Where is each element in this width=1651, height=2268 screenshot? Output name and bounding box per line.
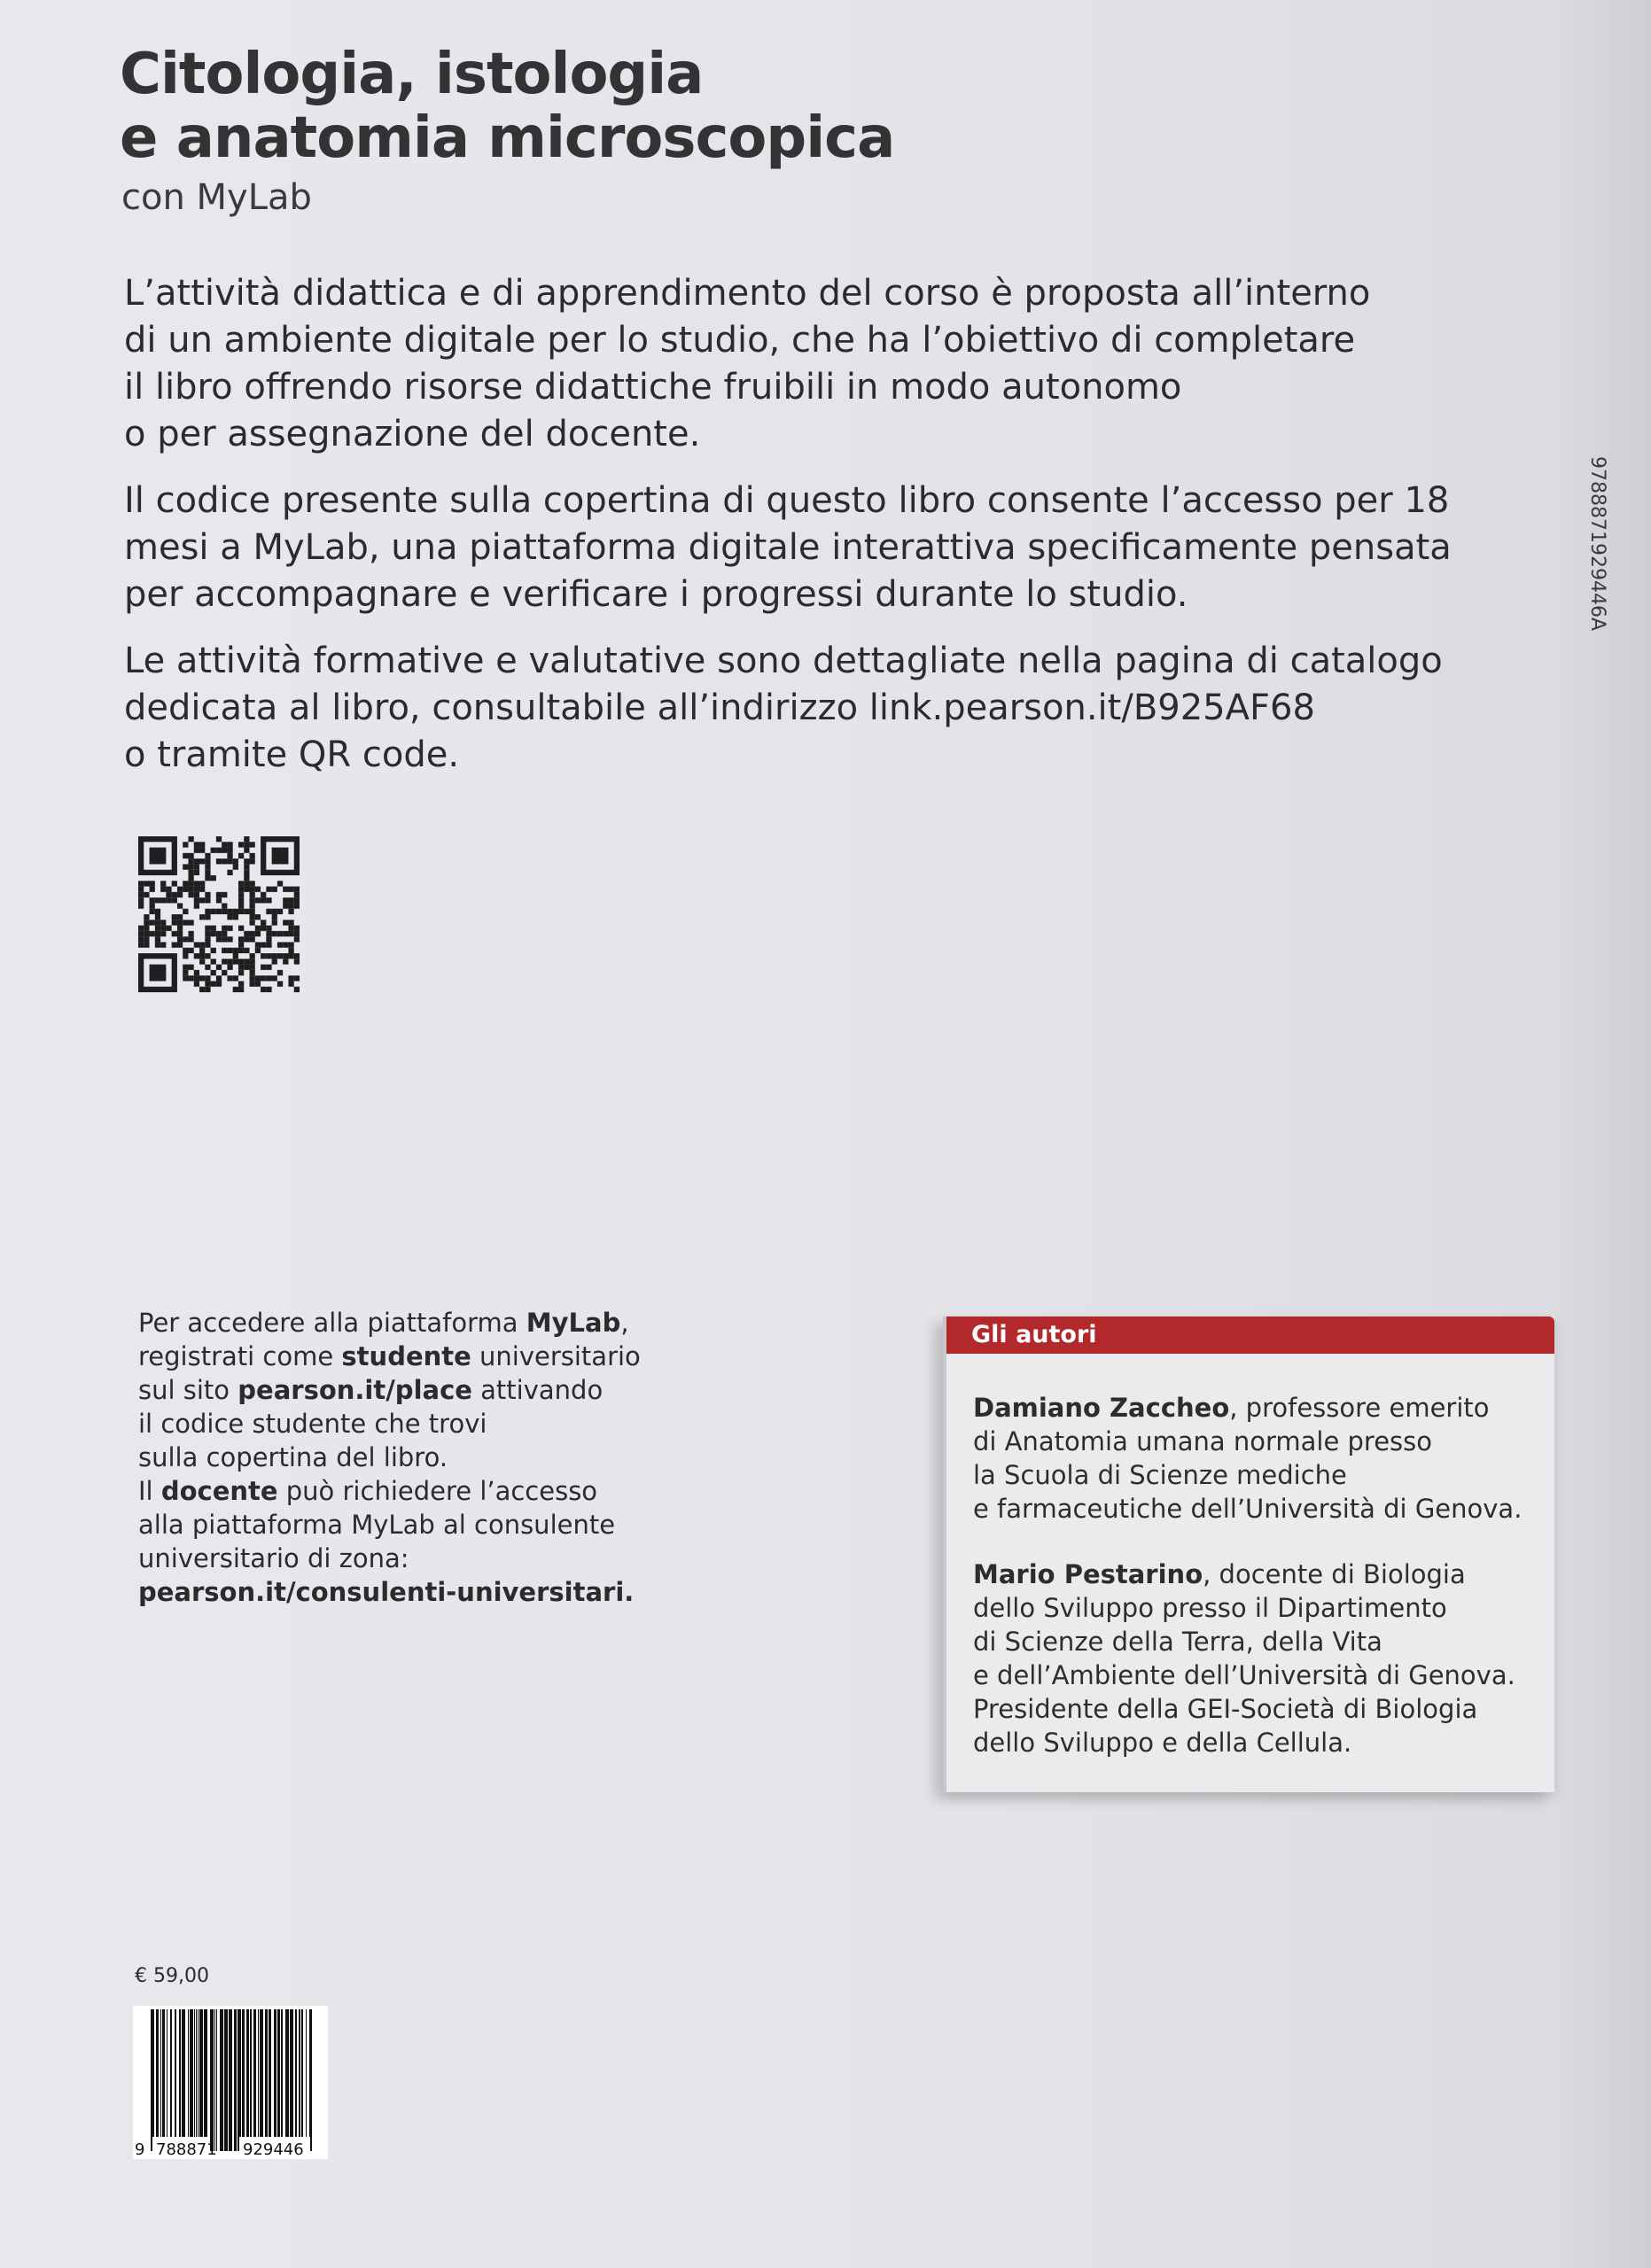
price-label: € 59,00 bbox=[135, 1965, 209, 1987]
author-line: di Scienze della Terra, della Vita bbox=[973, 1627, 1382, 1657]
access-text: attivando bbox=[471, 1375, 604, 1405]
authors-box bbox=[943, 1317, 1554, 1792]
access-text: Il bbox=[138, 1476, 161, 1506]
author-line: e farmaceutiche dell’Università di Genova. bbox=[973, 1494, 1523, 1524]
author-line: dello Sviluppo presso il Dipartimento bbox=[973, 1593, 1447, 1623]
title-line-2: e anatomia microscopica bbox=[120, 105, 895, 171]
author-text: , docente di Biologia bbox=[1203, 1559, 1466, 1589]
access-line-6 bbox=[138, 1474, 705, 1508]
author-line: la Scuola di Scienze mediche bbox=[973, 1460, 1347, 1490]
intro-p1-line: di un ambiente digitale per lo studio, che ha l’obiettivo di completare bbox=[124, 320, 1356, 361]
authors-header: Gli autori bbox=[946, 1317, 1554, 1354]
mylab-access-info bbox=[138, 1306, 705, 1609]
intro-paragraph-1 bbox=[124, 270, 1507, 458]
author-name: Damiano Zaccheo bbox=[973, 1393, 1230, 1423]
intro-p1-line: o per assegnazione del docente. bbox=[124, 414, 701, 454]
intro-p2-line: mesi a MyLab, una piattaforma digitale interattiva specificamente pensata bbox=[124, 527, 1452, 568]
author-line: di Anatomia umana normale presso bbox=[973, 1426, 1433, 1456]
access-line-2 bbox=[138, 1340, 705, 1373]
barcode-digits-2: 788871 bbox=[156, 2140, 217, 2159]
access-line-8: universitario di zona: bbox=[138, 1543, 409, 1573]
intro-text bbox=[124, 270, 1507, 798]
access-text: sul sito bbox=[138, 1375, 238, 1405]
book-title bbox=[120, 43, 894, 170]
pearson-place-link[interactable]: pearson.it/place bbox=[238, 1375, 472, 1405]
title-line-1: Citologia, istologia bbox=[120, 42, 704, 107]
intro-p3-line: Le attività formative e valutative sono dettagliate nella pagina di catalogo bbox=[124, 641, 1443, 681]
consulenti-link[interactable]: pearson.it/consulenti-universitari. bbox=[138, 1577, 635, 1607]
access-line-4: il codice studente che trovi bbox=[138, 1409, 487, 1439]
intro-p3-line: o tramite QR code. bbox=[124, 734, 460, 775]
access-text: Per accedere alla piattaforma bbox=[138, 1308, 526, 1338]
side-isbn-code: 9788871929446A bbox=[1586, 456, 1608, 632]
barcode-digit-1: 9 bbox=[135, 2140, 145, 2159]
access-text: universitario bbox=[471, 1341, 641, 1371]
author-pestarino bbox=[973, 1557, 1540, 1759]
access-text: , bbox=[620, 1308, 629, 1338]
access-bold-docente: docente bbox=[160, 1476, 278, 1506]
intro-p1-line: il libro offrendo risorse didattiche fruibili in modo autonomo bbox=[124, 367, 1182, 408]
access-line-7: alla piattaforma MyLab al consulente bbox=[138, 1510, 616, 1540]
author-line bbox=[973, 1391, 1540, 1425]
author-line: dello Sviluppo e della Cellula. bbox=[973, 1728, 1352, 1758]
intro-paragraph-2 bbox=[124, 478, 1507, 618]
author-name: Mario Pestarino bbox=[973, 1559, 1203, 1589]
barcode-digits-3: 929446 bbox=[243, 2140, 304, 2159]
access-line-1 bbox=[138, 1306, 705, 1340]
access-text: può richiedere l’accesso bbox=[277, 1476, 598, 1506]
intro-p3-line: dedicata al libro, consultabile all’indirizzo link.pearson.it/B925AF68 bbox=[124, 687, 1315, 728]
author-zaccheo bbox=[973, 1391, 1540, 1526]
author-line bbox=[973, 1557, 1540, 1591]
access-line-3 bbox=[138, 1373, 705, 1407]
barcode-icon bbox=[133, 2006, 328, 2159]
intro-p1-line: L’attività didattica e di apprendimento del corso è proposta all’interno bbox=[124, 273, 1371, 314]
intro-p2-line: per accompagnare e verificare i progressi durante lo studio. bbox=[124, 574, 1188, 615]
author-line: e dell’Ambiente dell’Università di Genova. bbox=[973, 1660, 1515, 1690]
book-subtitle: con MyLab bbox=[121, 177, 312, 218]
access-bold-mylab: MyLab bbox=[526, 1308, 621, 1338]
access-bold-studente: studente bbox=[341, 1341, 471, 1371]
access-text: registrati come bbox=[138, 1341, 342, 1371]
access-line-5: sulla copertina del libro. bbox=[138, 1442, 448, 1472]
qr-code-icon[interactable] bbox=[138, 836, 300, 992]
intro-paragraph-3 bbox=[124, 638, 1507, 779]
author-line: Presidente della GEI-Società di Biologia bbox=[973, 1694, 1478, 1724]
author-text: , professore emerito bbox=[1229, 1393, 1490, 1423]
intro-p2-line: Il codice presente sulla copertina di questo libro consente l’accesso per 18 bbox=[124, 480, 1450, 521]
